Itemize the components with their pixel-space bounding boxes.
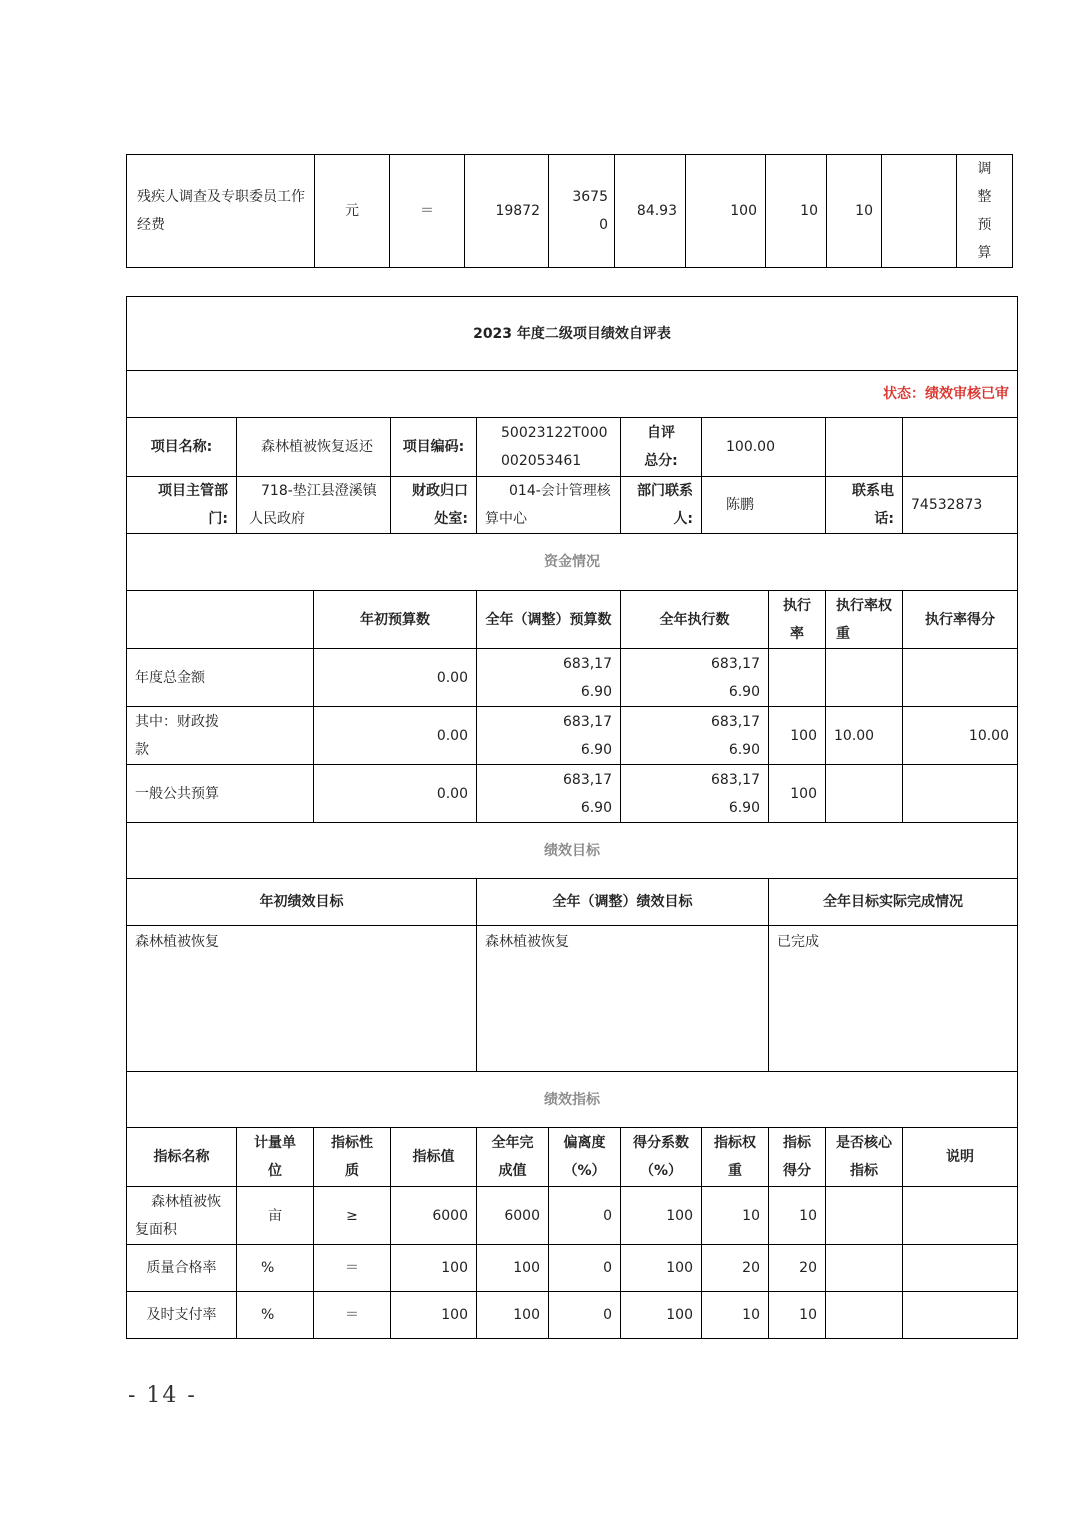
funds-row-adjusted: 683,176.90	[477, 649, 621, 707]
ind-row-coef: 100	[621, 1245, 702, 1292]
ind-row-done: 100	[477, 1292, 549, 1339]
form-title: 2023 年度二级项目绩效自评表	[127, 297, 1018, 371]
funds-row-label: 其中：财政拨款	[127, 707, 314, 765]
carryover-v4: 100	[686, 155, 766, 268]
finance-label: 财政归口处室:	[391, 477, 477, 534]
ind-row-core	[826, 1187, 903, 1245]
carryover-v3: 84.93	[615, 155, 686, 268]
ind-row-score: 20	[769, 1245, 826, 1292]
project-code-label: 项目编码:	[391, 418, 477, 477]
funds-header-executed: 全年执行数	[621, 591, 769, 649]
funds-row-weight: 10.00	[826, 707, 903, 765]
page-number: - 14 -	[128, 1383, 197, 1408]
funds-row-executed: 683,176.90	[621, 707, 769, 765]
indicators-section-title: 绩效指标	[127, 1072, 1018, 1128]
funds-row-label: 年度总金额	[127, 649, 314, 707]
goal-initial: 森林植被恢复	[127, 926, 477, 1072]
funds-row-rate: 100	[769, 707, 826, 765]
info-empty-1	[826, 418, 903, 477]
ind-header-weight: 指标权重	[702, 1128, 769, 1187]
ind-row-unit: 亩	[237, 1187, 314, 1245]
ind-row-note	[903, 1292, 1018, 1339]
goals-header-initial: 年初绩效目标	[127, 879, 477, 926]
project-code: 50023122T000002053461	[477, 418, 621, 477]
ind-row-note	[903, 1187, 1018, 1245]
ind-header-value: 指标值	[391, 1128, 477, 1187]
carryover-op: ＝	[390, 155, 465, 268]
project-name-label: 项目名称:	[127, 418, 237, 477]
ind-row-name: 及时支付率	[127, 1292, 237, 1339]
goals-header-actual: 全年目标实际完成情况	[769, 879, 1018, 926]
ind-row-unit: %	[237, 1292, 314, 1339]
ind-row-weight: 10	[702, 1292, 769, 1339]
funds-row-score	[903, 765, 1018, 823]
carryover-table	[126, 154, 1013, 268]
ind-header-done: 全年完成值	[477, 1128, 549, 1187]
ind-row-score: 10	[769, 1292, 826, 1339]
funds-header-rate: 执行率	[769, 591, 826, 649]
ind-row-coef: 100	[621, 1292, 702, 1339]
review-status: 状态：绩效审核已审	[127, 371, 1018, 418]
goal-adjusted: 森林植被恢复	[477, 926, 769, 1072]
funds-row-weight	[826, 649, 903, 707]
ind-header-note: 说明	[903, 1128, 1018, 1187]
phone-number: 74532873	[903, 477, 1018, 534]
funds-row-rate	[769, 649, 826, 707]
project-name: 森林植被恢复返还	[237, 418, 391, 477]
ind-row-dev: 0	[549, 1292, 621, 1339]
funds-header-0	[127, 591, 314, 649]
ind-row-value: 100	[391, 1245, 477, 1292]
ind-row-score: 10	[769, 1187, 826, 1245]
ind-row-weight: 20	[702, 1245, 769, 1292]
carryover-v6: 10	[827, 155, 882, 268]
ind-row-nature: ＝	[314, 1245, 391, 1292]
ind-row-done: 6000	[477, 1187, 549, 1245]
ind-row-note	[903, 1245, 1018, 1292]
ind-row-name: 森林植被恢复面积	[127, 1187, 237, 1245]
funds-header-score: 执行率得分	[903, 591, 1018, 649]
funds-header-adjusted: 全年（调整）预算数	[477, 591, 621, 649]
funds-header-initial: 年初预算数	[314, 591, 477, 649]
carryover-unit: 元	[315, 155, 390, 268]
finance-office: 014-会计管理核算中心	[477, 477, 621, 534]
goals-header-adjusted: 全年（调整）绩效目标	[477, 879, 769, 926]
ind-row-weight: 10	[702, 1187, 769, 1245]
funds-row-initial: 0.00	[314, 765, 477, 823]
self-score: 100.00	[702, 418, 826, 477]
ind-row-core	[826, 1292, 903, 1339]
carryover-v2: 36750	[549, 155, 615, 268]
carryover-v7	[882, 155, 957, 268]
contact-label: 部门联系人:	[621, 477, 702, 534]
info-empty-2	[903, 418, 1018, 477]
ind-row-dev: 0	[549, 1187, 621, 1245]
funds-row-adjusted: 683,176.90	[477, 765, 621, 823]
ind-header-unit: 计量单位	[237, 1128, 314, 1187]
ind-header-coef: 得分系数（%）	[621, 1128, 702, 1187]
carryover-v1: 19872	[465, 155, 549, 268]
ind-row-coef: 100	[621, 1187, 702, 1245]
ind-row-unit: %	[237, 1245, 314, 1292]
funds-row-executed: 683,176.90	[621, 649, 769, 707]
ind-row-done: 100	[477, 1245, 549, 1292]
ind-row-nature: ≥	[314, 1187, 391, 1245]
ind-row-core	[826, 1245, 903, 1292]
ind-header-core: 是否核心指标	[826, 1128, 903, 1187]
carryover-name: 残疾人调查及专职委员工作 经费	[127, 155, 315, 268]
funds-section-title: 资金情况	[127, 534, 1018, 591]
ind-row-nature: ＝	[314, 1292, 391, 1339]
dept-label: 项目主管部门:	[127, 477, 237, 534]
ind-header-score: 指标得分	[769, 1128, 826, 1187]
carryover-v5: 10	[766, 155, 827, 268]
ind-row-value: 6000	[391, 1187, 477, 1245]
ind-header-nature: 指标性质	[314, 1128, 391, 1187]
ind-row-value: 100	[391, 1292, 477, 1339]
self-evaluation-table	[126, 296, 1018, 1339]
funds-row-adjusted: 683,176.90	[477, 707, 621, 765]
funds-row-weight	[826, 765, 903, 823]
ind-header-name: 指标名称	[127, 1128, 237, 1187]
dept-name: 718-垫江县澄溪镇人民政府	[237, 477, 391, 534]
funds-row-initial: 0.00	[314, 707, 477, 765]
ind-row-dev: 0	[549, 1245, 621, 1292]
funds-row-label: 一般公共预算	[127, 765, 314, 823]
carryover-note: 调整预算	[957, 155, 1013, 268]
goals-section-title: 绩效目标	[127, 823, 1018, 879]
funds-row-executed: 683,176.90	[621, 765, 769, 823]
ind-header-dev: 偏离度（%）	[549, 1128, 621, 1187]
self-score-label: 自评总分:	[621, 418, 702, 477]
funds-row-score	[903, 649, 1018, 707]
ind-row-name: 质量合格率	[127, 1245, 237, 1292]
funds-row-rate: 100	[769, 765, 826, 823]
goal-actual: 已完成	[769, 926, 1018, 1072]
funds-row-initial: 0.00	[314, 649, 477, 707]
contact-name: 陈鹏	[702, 477, 826, 534]
phone-label: 联系电话:	[826, 477, 903, 534]
funds-header-weight: 执行率权重	[826, 591, 903, 649]
funds-row-score: 10.00	[903, 707, 1018, 765]
